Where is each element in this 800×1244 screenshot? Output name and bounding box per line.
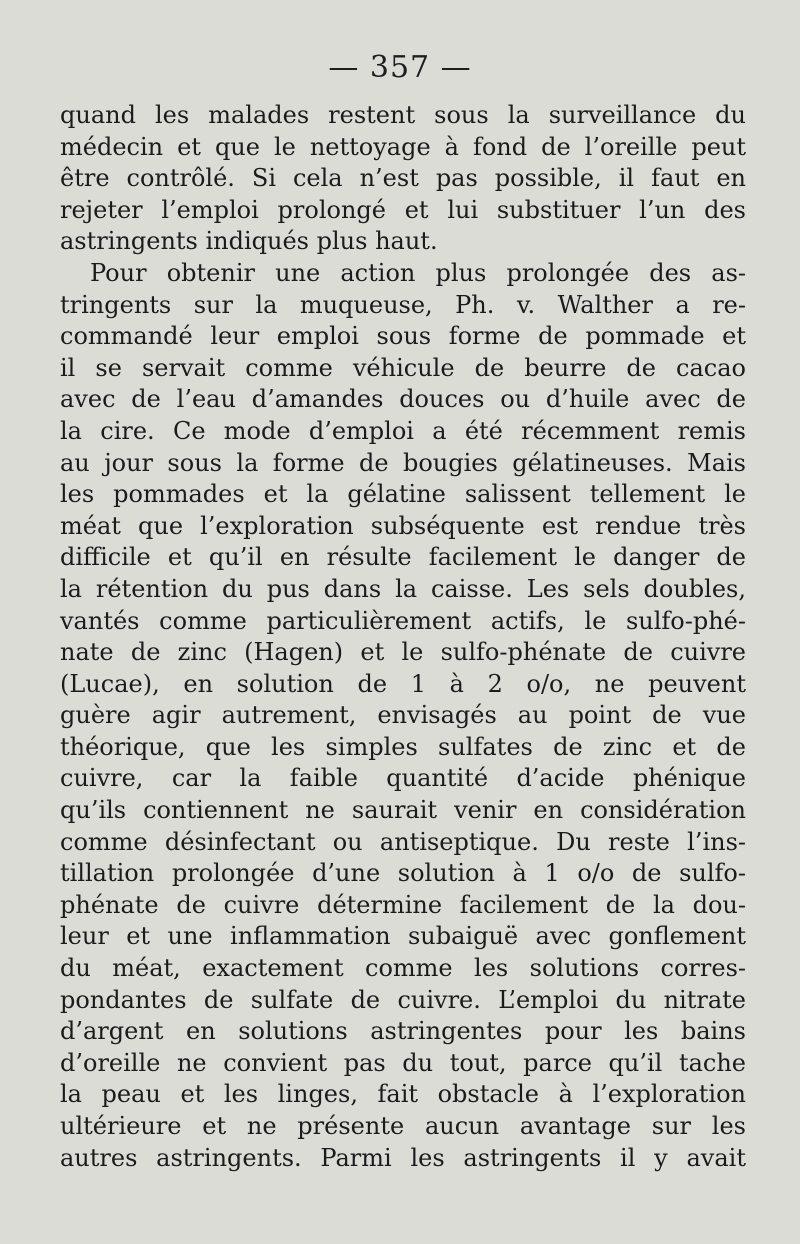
text-line: être contrôlé. Si cela n’est pas possible, il faut en <box>60 164 746 193</box>
text-line: Pour obtenir une action plus prolongée des as- <box>90 258 746 287</box>
text-line: d’argent en solutions astringentes pour les bains <box>60 1017 746 1046</box>
text-line: les pommades et la gélatine salissent tellement le <box>60 480 746 509</box>
text-line: avec de l’eau d’amandes douces ou d’huile avec de <box>60 385 746 414</box>
text-line: du méat, exactement comme les solutions corres- <box>60 954 746 983</box>
text-line: théorique, que les simples sulfates de zinc et de <box>60 732 746 761</box>
text-line: la rétention du pus dans la caisse. Les sels doubles, <box>60 574 746 603</box>
text-line: médecin et que le nettoyage à fond de l’oreille peut <box>60 132 746 161</box>
text-line: au jour sous la forme de bougies gélatineuses. Mais <box>60 448 746 477</box>
text-line: ultérieure et ne présente aucun avantage sur les <box>60 1112 746 1140</box>
text-line: quand les malades restent sous la surveillance du <box>60 101 746 129</box>
text-line: vantés comme particulièrement actifs, le sulfo-phé- <box>60 606 746 635</box>
text-line: guère agir autrement, envisagés au point de vue <box>60 701 746 730</box>
text-line: tillation prolongée d’une solution à 1 o/o de sulfo- <box>60 859 746 888</box>
text-line: leur et une inflammation subaiguë avec gonflement <box>60 922 746 951</box>
text-line: nate de zinc (Hagen) et le sulfo-phénate de cuivre <box>60 638 746 667</box>
text-line: d’oreille ne convient pas du tout, parce qu’il tache <box>60 1048 746 1077</box>
text-line: cuivre, car la faible quantité d’acide phénique <box>60 764 746 793</box>
text-line: pondantes de sulfate de cuivre. L’emploi du nitrate <box>60 985 746 1014</box>
text-line: autres astringents. Parmi les astringents il y avait <box>60 1143 746 1172</box>
text-line: qu’ils contiennent ne saurait venir en considération <box>60 796 746 825</box>
text-line: comme désinfectant ou antiseptique. Du reste l’ins- <box>60 827 746 856</box>
text-line: astringents indiqués plus haut. <box>60 227 438 256</box>
page-number-header: — 357 — <box>328 50 472 85</box>
text-line: (Lucae), en solution de 1 à 2 o/o, ne peuvent <box>60 669 746 698</box>
text-line: rejeter l’emploi prolongé et lui substituer l’un des <box>60 195 746 224</box>
text-line: difficile et qu’il en résulte facilement le danger de <box>60 543 746 572</box>
text-line: la peau et les linges, fait obstacle à l’exploration <box>60 1080 746 1109</box>
text-line: phénate de cuivre détermine facilement de la dou- <box>60 890 746 919</box>
body-text <box>60 100 746 1174</box>
text-line: la cire. Ce mode d’emploi a été récemment remis <box>60 416 746 445</box>
text-line: il se servait comme véhicule de beurre de cacao <box>60 353 746 382</box>
text-line: méat que l’exploration subséquente est rendue très <box>60 511 746 540</box>
text-line: tringents sur la muqueuse, Ph. v. Walther a re- <box>60 290 746 319</box>
text-line: commandé leur emploi sous forme de pommade et <box>60 322 746 351</box>
